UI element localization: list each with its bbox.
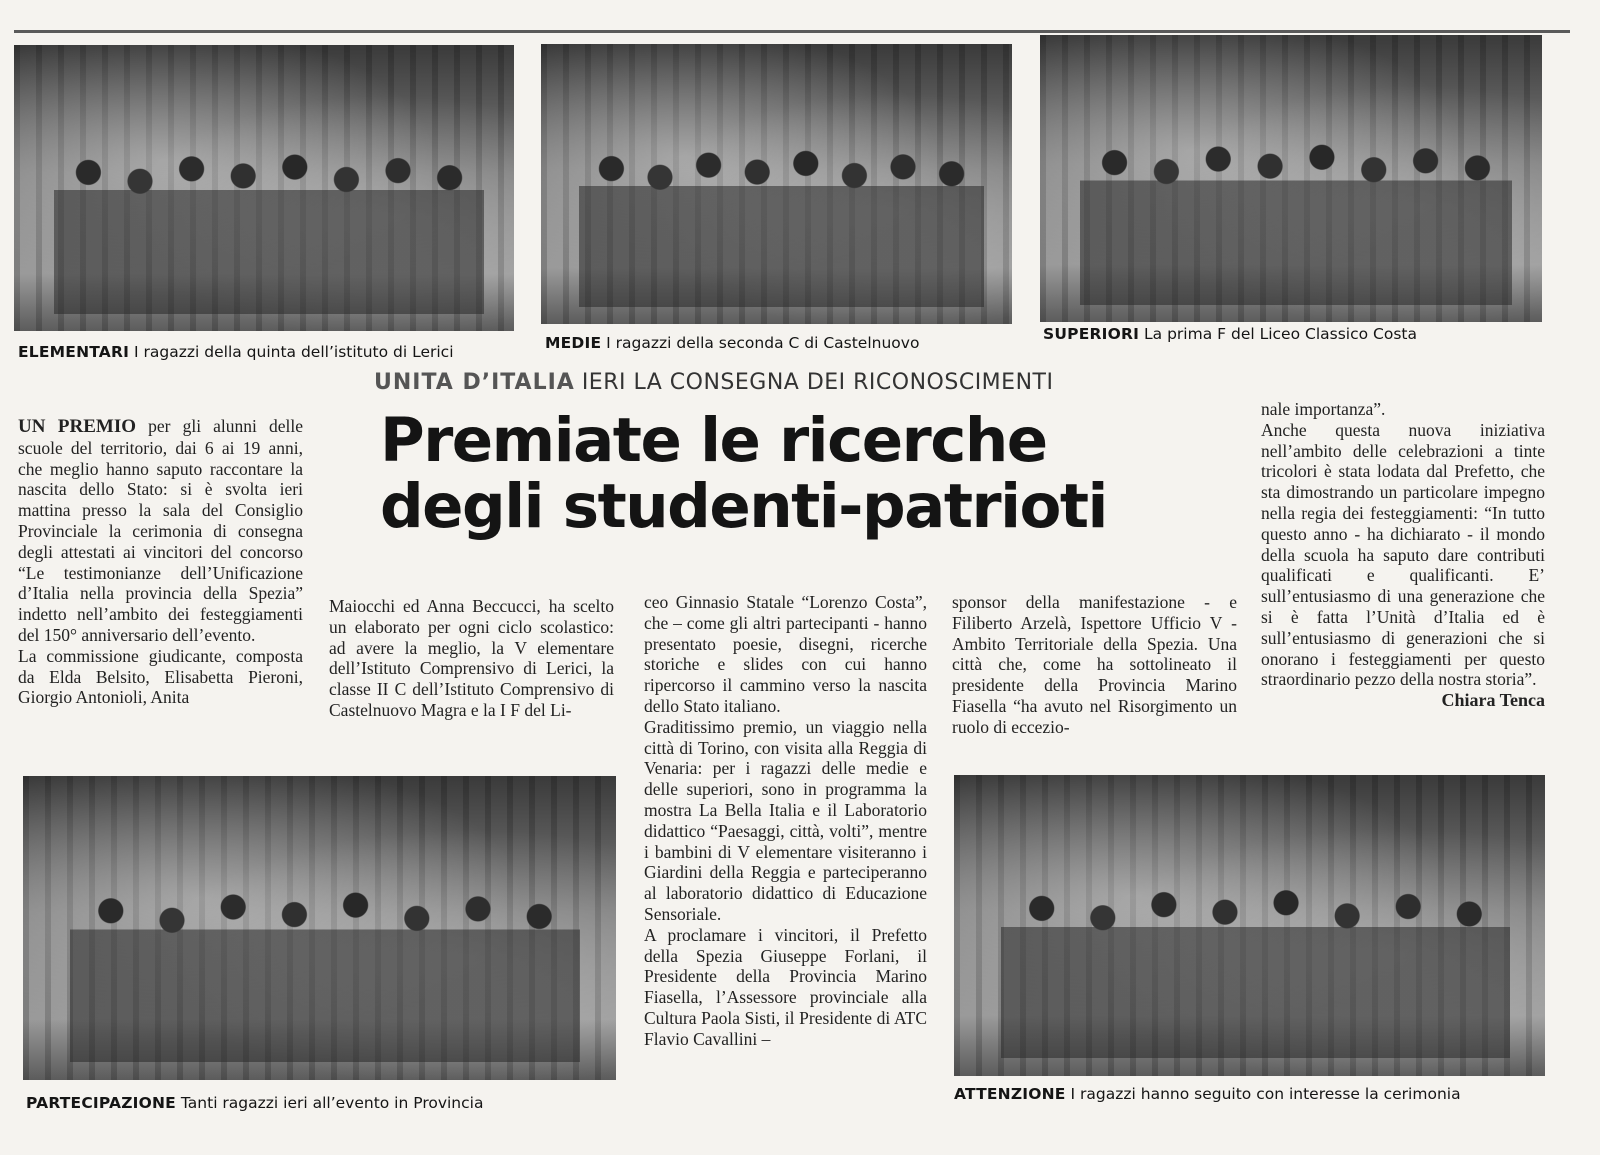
caption-text: Tanti ragazzi ieri all’evento in Provincia [180,1094,484,1112]
article-paragraph: ceo Ginnasio Statale “Lorenzo Costa”, che – come gli altri partecipanti - hanno presentato poesie, disegni, ricerche storiche e slides con cui hanno ripercorso il cammino verso la nascita dello Stato italiano. [644,592,927,716]
photo-superiori [1040,35,1542,322]
photo-attenzione [954,775,1545,1076]
article-paragraph: Maiocchi ed Anna Beccucci, ha scelto un elaborato per ogni ciclo scolastico: ad avere la meglio, la V elementare dell’Istituto Comprensivo di Lerici, la classe II C dell’Istituto Comprensivo di Castelnuovo Magra e la I F del Li- [329,596,614,720]
lead-text: per gli alunni delle scuole del territorio, dai 6 ai 19 anni, che meglio hanno saputo raccontare la nascita dello Stato: si è svolta ieri mattina presso la sala del Consiglio Provinciale la cerimonia di consegna degli attestati ai vincitori del concorso “Le testimonianze dell’Unificazione d’Italia nella provincia della Spezia” indetto nell’ambito dei festeggiamenti del 150° anniversario dell’evento. [18,416,304,645]
caption-text: I ragazzi della quinta dell’istituto di Lerici [134,343,454,361]
caption-elementari [18,342,454,362]
article-column-3 [644,592,927,1050]
photo-medie [541,44,1012,324]
caption-superiori [1043,324,1417,344]
article-column-2 [329,596,614,721]
caption-tag: SUPERIORI [1043,325,1140,343]
kicker-subtitle: IERI LA CONSEGNA DEI RICONOSCIMENTI [581,370,1054,395]
headline [380,405,1240,542]
article-paragraph [18,416,303,646]
article-column-4 [952,592,1237,738]
headline-line-2: degli studenti-patrioti [380,471,1107,542]
article-paragraph: A proclamare i vincitori, il Prefetto della Spezia Giuseppe Forlani, il Presidente della Provincia Marino Fiasella, l’Assessore provinciale alla Cultura Paola Sisti, il Presidente di ATC Flavio Cavallini – [644,924,927,1049]
caption-medie [545,333,919,353]
caption-tag: MEDIE [545,334,602,352]
caption-attenzione [954,1084,1461,1104]
article-column-5 [1261,399,1545,711]
caption-text: I ragazzi hanno seguito con interesse la cerimonia [1070,1085,1461,1103]
article-paragraph: sponsor della manifestazione - e Filiberto Arzelà, Ispettore Ufficio V - Ambito Territoriale della Spezia. Una città che, come ha sottolineato il presidente della Provincia Marino Fiasella “ha avuto nel Risorgimento un ruolo di eccezio- [952,592,1237,737]
caption-tag: PARTECIPAZIONE [26,1094,176,1112]
kicker [374,369,1214,397]
caption-text: I ragazzi della seconda C di Castelnuovo [606,334,920,352]
photo-partecipazione [23,776,616,1080]
article-paragraph: La commissione giudicante, composta da Elda Belsito, Elisabetta Pieroni, Giorgio Antonioli, Anita [18,645,303,708]
photo-elementari [14,45,514,331]
byline: Chiara Tenca [1441,690,1545,711]
kicker-topic: UNITA D’ITALIA [374,370,575,395]
caption-tag: ELEMENTARI [18,343,130,361]
article-paragraph: Graditissimo premio, un viaggio nella città di Torino, con visita alla Reggia di Venaria: per i ragazzi delle medie e delle superiori, sono in programma la mostra La Bella Italia e il Laboratorio didattico “Paesaggi, città, volti”, mentre i bambini di V elementare visiteranno i Giardini della Reggia e parteciperanno al laboratorio didattico di Educazione Sensoriale. [644,716,927,924]
article-paragraph: Anche questa nuova iniziativa nell’ambito delle celebrazioni a tinte tricolori è stata lodata dal Prefetto, che sta dimostrando un particolare impegno nella regia dei festeggiamenti: “In tutto questo anno - ha dichiarato - il mondo della scuola ha saputo dare contributi qualificati e qualificanti. E’ sull’entusiasmo di una generazione che si è fatta l’Unità d’Italia ed è sull’entusiasmo di generazioni che si onorano i festeggiamenti per questo straordinario pezzo della nostra storia”. [1261,419,1545,690]
article-column-1 [18,416,303,708]
caption-text: La prima F del Liceo Classico Costa [1144,325,1417,343]
article-paragraph: nale importanza”. [1261,399,1386,419]
top-rule [14,30,1570,33]
lead-in: UN PREMIO [18,416,137,437]
caption-partecipazione [26,1093,483,1113]
caption-tag: ATTENZIONE [954,1085,1066,1103]
headline-line-1: Premiate le ricerche [380,405,1047,476]
